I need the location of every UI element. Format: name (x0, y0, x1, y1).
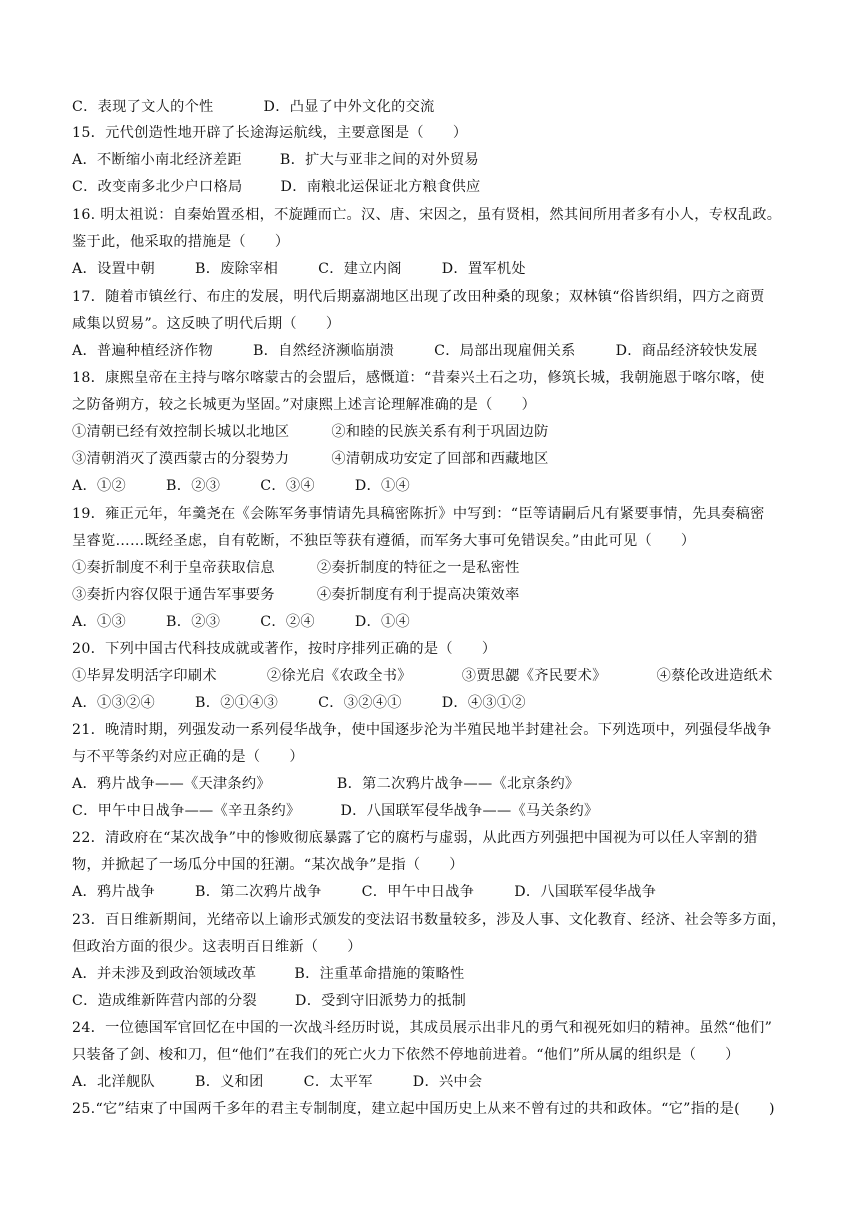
question-text-line: 鉴于此，他采取的措施是（ ） (72, 234, 290, 250)
option-item: ②徐光启《农政全书》 (266, 668, 412, 684)
option-item: A．设置中朝 (72, 261, 155, 277)
option-item: ①毕昇发明活字印刷术 (72, 668, 217, 684)
option-item: B．义和团 (194, 1074, 264, 1090)
option-row (72, 95, 435, 119)
option-row (72, 556, 520, 580)
option-item: B．②③ (166, 478, 221, 494)
option-row (72, 447, 549, 471)
option-item: C．甲午中日战争 (361, 884, 475, 900)
option-item: D．兴中会 (412, 1074, 483, 1090)
option-item: D．受到守旧派势力的抵制 (295, 993, 467, 1009)
option-row (72, 420, 549, 444)
option-item: A．北洋舰队 (72, 1074, 155, 1090)
option-item: ③清朝消灭了漠西蒙古的分裂势力 (72, 451, 290, 467)
option-item: A．不断缩小南北经济差距 (72, 152, 242, 168)
question-text-line: 21．晚清时期，列强发动一系列侵华战争，使中国逐步沦为半殖民地半封建社会。下列选项中，列强侵华战争 (72, 722, 772, 738)
option-item: ④奏折制度有利于提高决策效率 (316, 587, 520, 603)
option-item: C．③④ (260, 478, 315, 494)
option-item: D．④③①② (441, 695, 526, 711)
option-item: ④蔡伦改进造纸术 (656, 668, 773, 684)
option-row (72, 474, 410, 498)
option-item: B．②③ (166, 614, 221, 630)
option-row (72, 583, 520, 607)
option-row (72, 962, 465, 986)
question-text-line: 之防备朔方，较之长城更为坚固。”对康熙上述言论理解准确的是（ ） (72, 397, 537, 413)
option-row (72, 772, 579, 796)
question-text-line: 呈睿览……既经圣虑，自有乾断，不独臣等获有遵循，而军务大事可免错误矣。”由此可见（ ） (72, 533, 696, 549)
option-item: A．鸦片战争——《天津条约》 (72, 776, 271, 792)
option-item: A．鸦片战争 (72, 884, 155, 900)
option-item: D．八国联军侵华战争——《马关条约》 (340, 803, 599, 819)
option-row (72, 799, 598, 823)
option-item: D．八国联军侵华战争 (514, 884, 657, 900)
option-item: C．建立内阁 (318, 261, 402, 277)
option-item: C．改变南多北少户口格局 (72, 179, 243, 195)
question-text-line: 物，并掀起了一场瓜分中国的狂潮。“某次战争”是指（ ） (72, 857, 464, 873)
option-item: B．②①④③ (194, 695, 279, 711)
option-item: A．①② (72, 478, 127, 494)
option-item: ③贾思勰《齐民要术》 (461, 668, 607, 684)
option-item: B．自然经济濒临崩溃 (252, 343, 395, 359)
option-row (72, 691, 526, 715)
option-item: ①清朝已经有效控制长城以北地区 (72, 424, 290, 440)
question-text-line: 22．清政府在“某次战争”中的惨败彻底暴露了它的腐朽与虚弱，从此西方列强把中国视为可以任人宰割的猎 (72, 830, 758, 846)
option-item: B．废除宰相 (194, 261, 279, 277)
option-item: C．②④ (260, 614, 315, 630)
option-item: D．商品经济较快发展 (615, 343, 758, 359)
option-item: A．普遍种植经济作物 (72, 343, 213, 359)
option-item: ②奏折制度的特征之一是私密性 (316, 560, 520, 576)
question-text-line: 23．百日维新期间，光绪帝以上谕形式颁发的变法诏书数量较多，涉及人事、文化教育、经济、社会等多方面， (72, 912, 787, 928)
option-item: D．南粮北运保证北方粮食供应 (280, 179, 481, 195)
question-text-line: 19．雍正元年，年羹尧在《会陈军务事情请先具稿密陈折》中写到：“臣等请嗣后凡有紧要事情，先具奏稿密 (72, 506, 765, 522)
option-item: B．扩大与亚非之间的对外贸易 (279, 152, 479, 168)
option-item: ③奏折内容仅限于通告军事要务 (72, 587, 275, 603)
option-item: D．置军机处 (441, 261, 526, 277)
option-item: A．①③ (72, 614, 127, 630)
option-item: ①奏折制度不利于皇帝获取信息 (72, 560, 275, 576)
option-row (72, 610, 410, 634)
option-row (72, 1070, 482, 1094)
question-text-line: 只装备了剑、梭和刀，但“他们”在我们的死亡火力下依然不停地前进着。“他们”所从属的组织是（ ） (72, 1047, 740, 1063)
option-row (72, 257, 526, 281)
option-item: D．①④ (354, 478, 410, 494)
option-item: B．注重革命措施的策略性 (294, 966, 465, 982)
option-item: C．造成维新阵营内部的分裂 (72, 993, 258, 1009)
option-item: ④清朝成功安定了回部和西藏地区 (331, 451, 549, 467)
option-row (72, 664, 773, 688)
question-text-line: 17．随着市镇丝行、布庄的发展，明代后期嘉湖地区出现了改田种桑的现象；双林镇“俗皆织绢，四方之商贾 (72, 289, 765, 305)
question-text-line: 24．一位德国军官回忆在中国的一次战斗经历时说，其成员展示出非凡的勇气和视死如归的精神。虽然“他们” (72, 1020, 773, 1036)
option-row (72, 989, 466, 1013)
option-item: B．第二次鸦片战争——《北京条约》 (336, 776, 580, 792)
question-text-line: 16. 明太祖说：自秦始置丞相，不旋踵而亡。汉、唐、宋因之，虽有贤相，然其间所用者多有小人，专权乱政。 (72, 207, 782, 223)
option-item: A．并未涉及到政治领域改革 (72, 966, 257, 982)
option-item: C．太平军 (303, 1074, 373, 1090)
question-text-line: 18．康熙皇帝在主持与喀尔喀蒙古的会盟后，感慨道：“昔秦兴土石之功，修筑长城，我朝施恩于喀尔喀，使 (72, 370, 765, 386)
option-row (72, 880, 656, 904)
question-text-line: 15．元代创造性地开辟了长途海运航线，主要意图是（ ） (72, 125, 468, 141)
question-text-line: 20．下列中国古代科技成就或著作，按时序排列正确的是（ ） (72, 641, 497, 657)
option-item: C．局部出现雇佣关系 (434, 343, 576, 359)
option-row (72, 148, 479, 172)
option-item: ②和睦的民族关系有利于巩固边防 (331, 424, 549, 440)
option-item: C．③②④① (318, 695, 402, 711)
option-item: D．凸显了中外文化的交流 (263, 99, 435, 115)
option-item: C．甲午中日战争——《辛丑条约》 (72, 803, 301, 819)
option-item: D．①④ (354, 614, 410, 630)
question-text-line: 咸集以贸易”。这反映了明代后期（ ） (72, 316, 341, 332)
question-text-line: 但政治方面的很少。这表明百日维新（ ） (72, 939, 362, 955)
option-item: C．表现了文人的个性 (72, 99, 214, 115)
option-item: B．第二次鸦片战争 (194, 884, 322, 900)
option-item: A．①③②④ (72, 695, 155, 711)
option-row (72, 339, 758, 363)
question-text-line: 25.“它”结束了中国两千多年的君主专制制度，建立起中国历史上从来不曾有过的共和政体。“它”指的是( ) (72, 1101, 775, 1117)
option-row (72, 175, 481, 199)
question-text-line: 与不平等条约对应正确的是（ ） (72, 749, 304, 765)
